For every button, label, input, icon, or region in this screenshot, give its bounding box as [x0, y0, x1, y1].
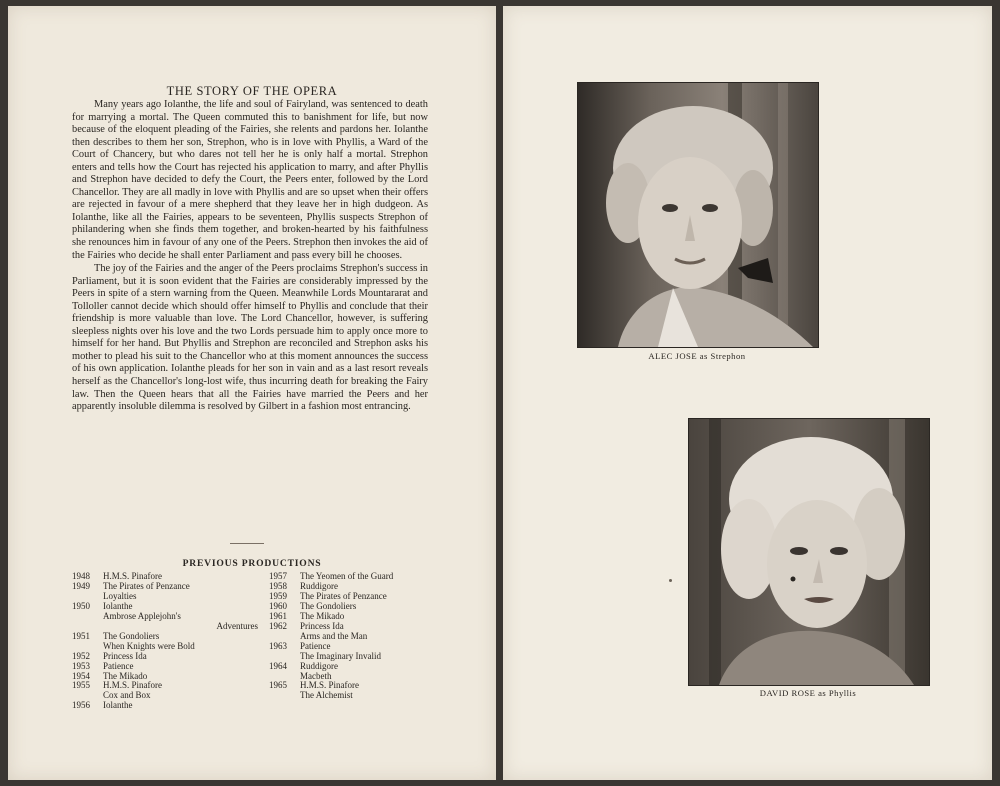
- production-entry: [72, 582, 258, 602]
- production-entry: [269, 602, 434, 612]
- photo-phyllis: [688, 418, 930, 686]
- production-title: When Knights were Bold: [103, 640, 195, 651]
- production-entry: [72, 701, 258, 711]
- production-title: The Gondoliers: [300, 600, 357, 611]
- story-title: THE STORY OF THE OPERA: [166, 84, 338, 98]
- production-entry: [72, 652, 258, 662]
- production-year: 1948: [72, 571, 90, 581]
- left-page: [8, 6, 496, 780]
- production-entry: [269, 622, 434, 642]
- caption-phyllis: DAVID ROSE as Phyllis: [759, 688, 857, 698]
- production-entry: [72, 602, 258, 632]
- production-titles: [103, 681, 258, 701]
- production-year: 1953: [72, 660, 90, 671]
- production-year: 1949: [72, 580, 90, 591]
- production-title: Ambrose Applejohn's: [103, 610, 181, 621]
- production-title: The Imaginary Invalid: [300, 650, 381, 661]
- production-title: H.M.S. Pinafore: [103, 680, 162, 691]
- production-title: Loyalties: [103, 590, 137, 601]
- production-year: 1960: [269, 600, 287, 611]
- production-title: Adventures: [216, 620, 258, 631]
- production-titles: [103, 582, 258, 602]
- production-year: 1955: [72, 680, 90, 691]
- production-year: 1954: [72, 670, 90, 681]
- production-titles: [103, 602, 258, 632]
- production-title: The Gondoliers: [103, 630, 160, 641]
- production-title: H.M.S. Pinafore: [300, 680, 359, 691]
- production-entry: [269, 681, 434, 701]
- production-entry: [269, 662, 434, 682]
- caption-strephon: ALEC JOSE as Strephon: [648, 351, 746, 361]
- production-title: Patience: [300, 640, 331, 651]
- production-title: Iolanthe: [103, 700, 133, 711]
- production-title: Patience: [103, 660, 134, 671]
- production-title: Cox and Box: [103, 690, 151, 701]
- production-title: Ruddigore: [300, 580, 338, 591]
- production-title: The Pirates of Penzance: [103, 580, 190, 591]
- production-title: Macbeth: [300, 670, 332, 681]
- production-entry: [72, 681, 258, 701]
- story-paragraph: The joy of the Fairies and the anger of the Peers proclaims Strephon's success in Parliament, but it is soon evident that the Fairies are considerably impressed by the Peers in spite of a stern warning from the Queen. Meanwhile Lords Mountararat and Tolloller cannot decide which should offer himself to Phyllis and conclude that their friendship is more valuable than love. The Lord Chancellor, however, is suffering sleepless nights over his love and the two Lords persuade him to apply once more to himself for her hand. But Phyllis and Strephon are reconciled and Strephon asks his mother to plead his suit to the Chancellor who at this moment announces the success of his own application. Iolanthe pleads for her son in vain and as a last resort reveals herself as the Chancellor's long-lost wife, thus incurring death for breaking the Fairy law. Then the Queen hears that all the Fairies have married the Peers and her apparently insoluble dilemma is resolved by Gilbert in a fashion most entrancing.: [72, 263, 428, 413]
- production-title: The Mikado: [103, 670, 148, 681]
- production-title: The Alchemist: [300, 690, 353, 701]
- production-year: 1950: [72, 600, 90, 611]
- production-year: 1952: [72, 650, 90, 661]
- production-year: 1964: [269, 660, 287, 671]
- story-body: [72, 99, 428, 414]
- previous-productions-title: PREVIOUS PRODUCTIONS: [182, 558, 322, 569]
- production-title: Princess Ida: [103, 650, 147, 661]
- production-titles: [300, 642, 434, 662]
- production-year: 1957: [269, 571, 287, 581]
- production-entry: [269, 572, 434, 582]
- productions-column-1: [72, 572, 258, 711]
- production-titles: [103, 701, 258, 711]
- story-paragraph: Many years ago Iolanthe, the life and soul of Fairyland, was sentenced to death for marrying a mortal. The Queen commuted this to banishment for life, but now because of the eloquent pleading of the Fairies, she relents and pardons her. Iolanthe then describes to them her son, Strephon, who is in love with Phyllis, a Ward of the Court of Chancery, but who dares not tell her he is only half a mortal. Strephon enters and tells how the Court has rejected his application to marry, and after Phyllis and Strephon have decided to defy the Court, the Peers enter, followed by the Lord Chancellor. They are all madly in love with Phyllis and are so upset when their offers are rejected in favour of a mere shepherd that they leave her in high dudgeon. As Iolanthe, like all the Fairies, appears to be seventeen, Phyllis suspects Strephon of philandering when she finds them together, and broken-hearted by his faithfulness she renounces him in favour of any one of the Peers. Strephon then invokes the aid of the Fairies who decide he shall enter Parliament and pass every bill he chooses.: [72, 99, 428, 261]
- production-entry: [269, 642, 434, 662]
- production-titles: [103, 632, 258, 652]
- production-title: The Pirates of Penzance: [300, 590, 387, 601]
- production-year: 1958: [269, 580, 287, 591]
- production-title: Ruddigore: [300, 660, 338, 671]
- production-year: 1956: [72, 700, 90, 711]
- production-year: 1951: [72, 630, 90, 641]
- production-titles: [300, 622, 434, 642]
- photo-strephon: [577, 82, 819, 348]
- production-entry: [72, 672, 258, 682]
- production-entry: [269, 612, 434, 622]
- production-entry: [72, 662, 258, 672]
- production-title: H.M.S. Pinafore: [103, 571, 162, 581]
- production-title: Princess Ida: [300, 620, 344, 631]
- production-title: The Yeomen of the Guard: [300, 571, 394, 581]
- productions-column-2: [269, 572, 434, 701]
- production-title: Iolanthe: [103, 600, 133, 611]
- production-year: 1965: [269, 680, 287, 691]
- production-year: 1963: [269, 640, 287, 651]
- production-titles: [300, 681, 434, 701]
- production-titles: [300, 662, 434, 682]
- production-entry: [72, 632, 258, 652]
- page-mark: [669, 579, 672, 582]
- production-year: 1959: [269, 590, 287, 601]
- section-divider: [230, 543, 264, 544]
- production-title: The Mikado: [300, 610, 345, 621]
- right-page: [503, 6, 992, 780]
- production-year: 1962: [269, 620, 287, 631]
- production-title: Arms and the Man: [300, 630, 368, 641]
- production-year: 1961: [269, 610, 287, 621]
